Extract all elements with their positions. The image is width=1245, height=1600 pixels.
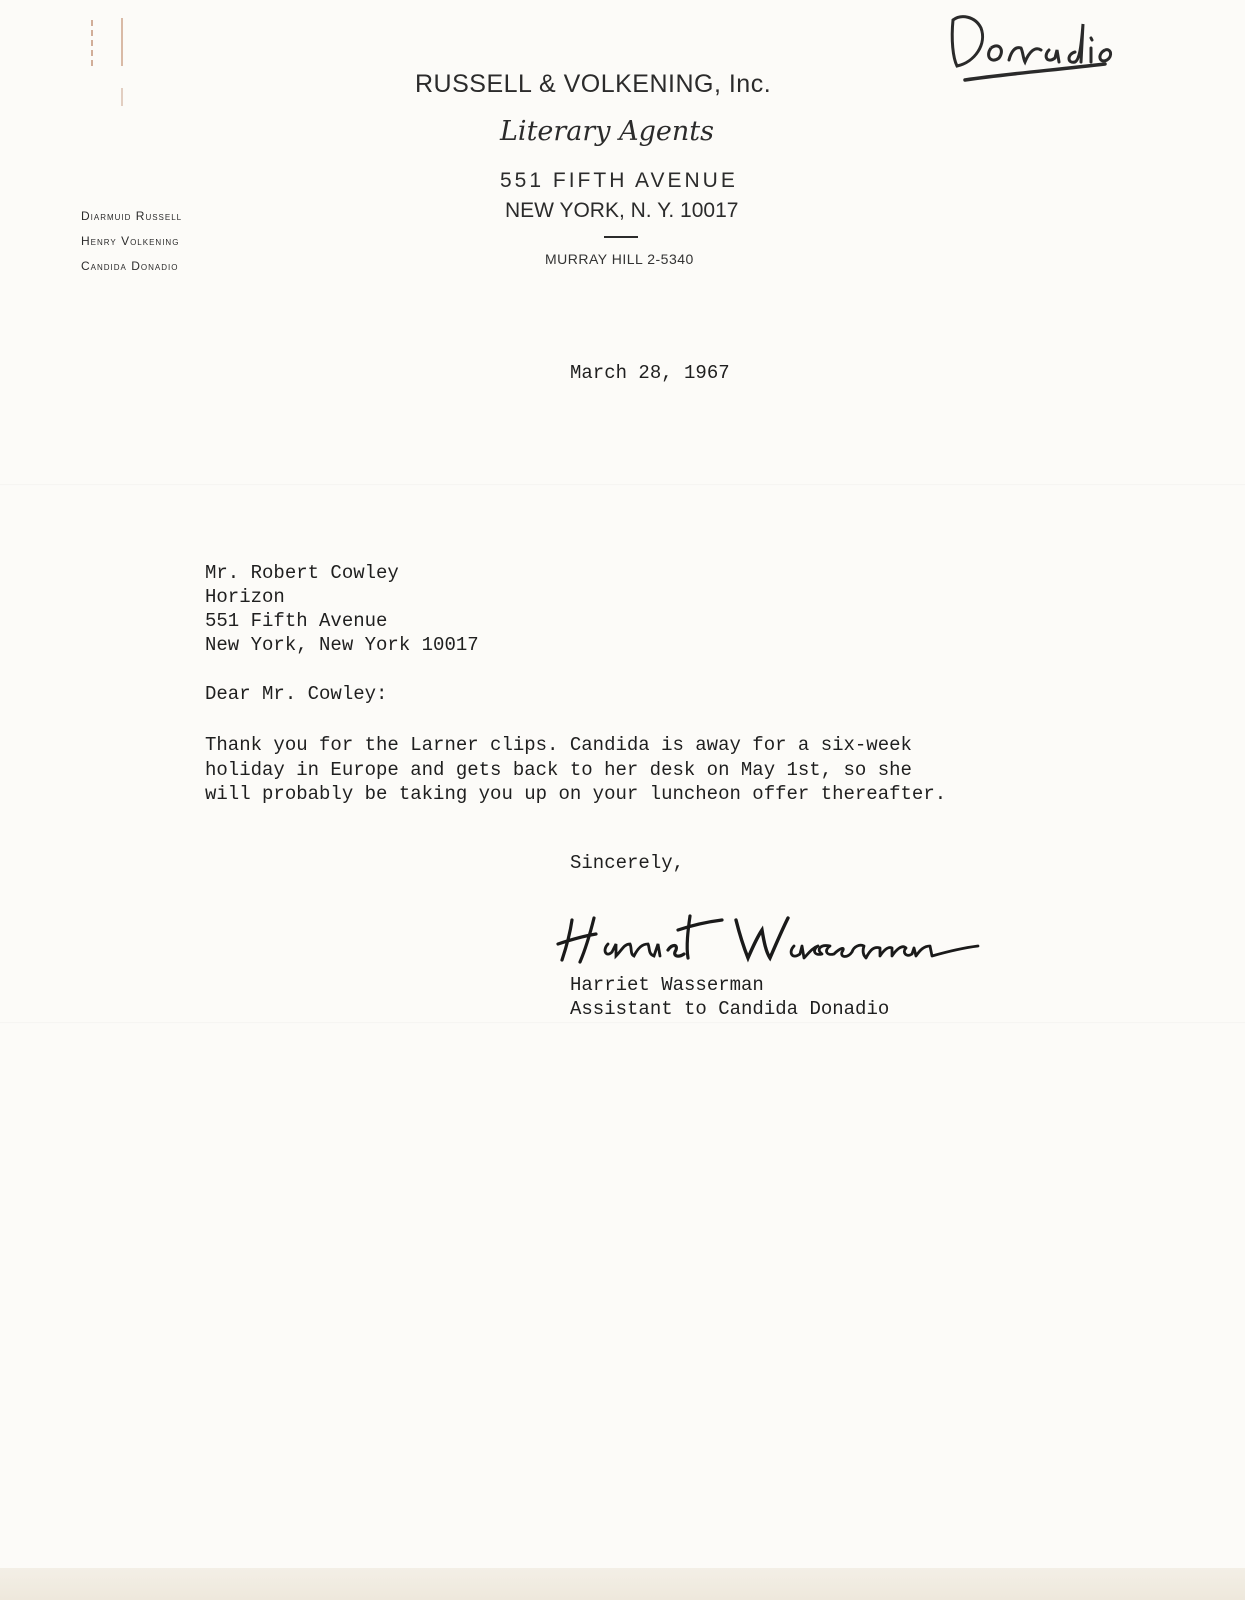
body-line: Thank you for the Larner clips. Candida is away for a six-week — [205, 734, 912, 756]
letterhead-tagline: Literary Agents — [500, 116, 714, 147]
partner-name: Diarmuid Russell — [81, 209, 183, 223]
partner-name: Henry Volkening — [81, 234, 180, 248]
closing: Sincerely, — [570, 852, 685, 874]
signer-name: Harriet Wasserman — [570, 974, 764, 996]
body-line: holiday in Europe and gets back to her desk on May 1st, so she — [205, 758, 912, 781]
handwritten-donadio-note — [945, 0, 1145, 90]
letter-body — [205, 733, 946, 807]
letterhead-firm-name: RUSSELL & VOLKENING, Inc. — [415, 70, 772, 98]
letterhead-street: 551 FIFTH AVENUE — [500, 169, 738, 192]
handwritten-signature — [550, 900, 980, 970]
partner-name: Candida Donadio — [81, 259, 179, 273]
letter-date: March 28, 1967 — [570, 362, 730, 384]
address-line: 551 Fifth Avenue — [205, 610, 388, 632]
letterhead-divider — [604, 236, 638, 238]
margin-mark-icon — [88, 8, 128, 108]
body-line: will probably be taking you up on your luncheon offer thereafter. — [205, 783, 947, 805]
recipient-address — [205, 561, 479, 657]
address-line: Mr. Robert Cowley — [205, 562, 399, 584]
paper-fold-line — [0, 484, 1245, 486]
letterhead-city: NEW YORK, N. Y. 10017 — [505, 199, 739, 222]
address-line: Horizon — [205, 586, 285, 608]
signer-block — [570, 973, 889, 1021]
salutation: Dear Mr. Cowley: — [205, 683, 388, 705]
address-line: New York, New York 10017 — [205, 634, 479, 656]
signer-title: Assistant to Candida Donadio — [570, 998, 890, 1020]
paper-fold-line — [0, 1022, 1245, 1024]
letterhead-phone: MURRAY HILL 2-5340 — [545, 251, 694, 267]
paper-bottom-edge — [0, 1568, 1245, 1600]
partner-list — [81, 209, 271, 284]
